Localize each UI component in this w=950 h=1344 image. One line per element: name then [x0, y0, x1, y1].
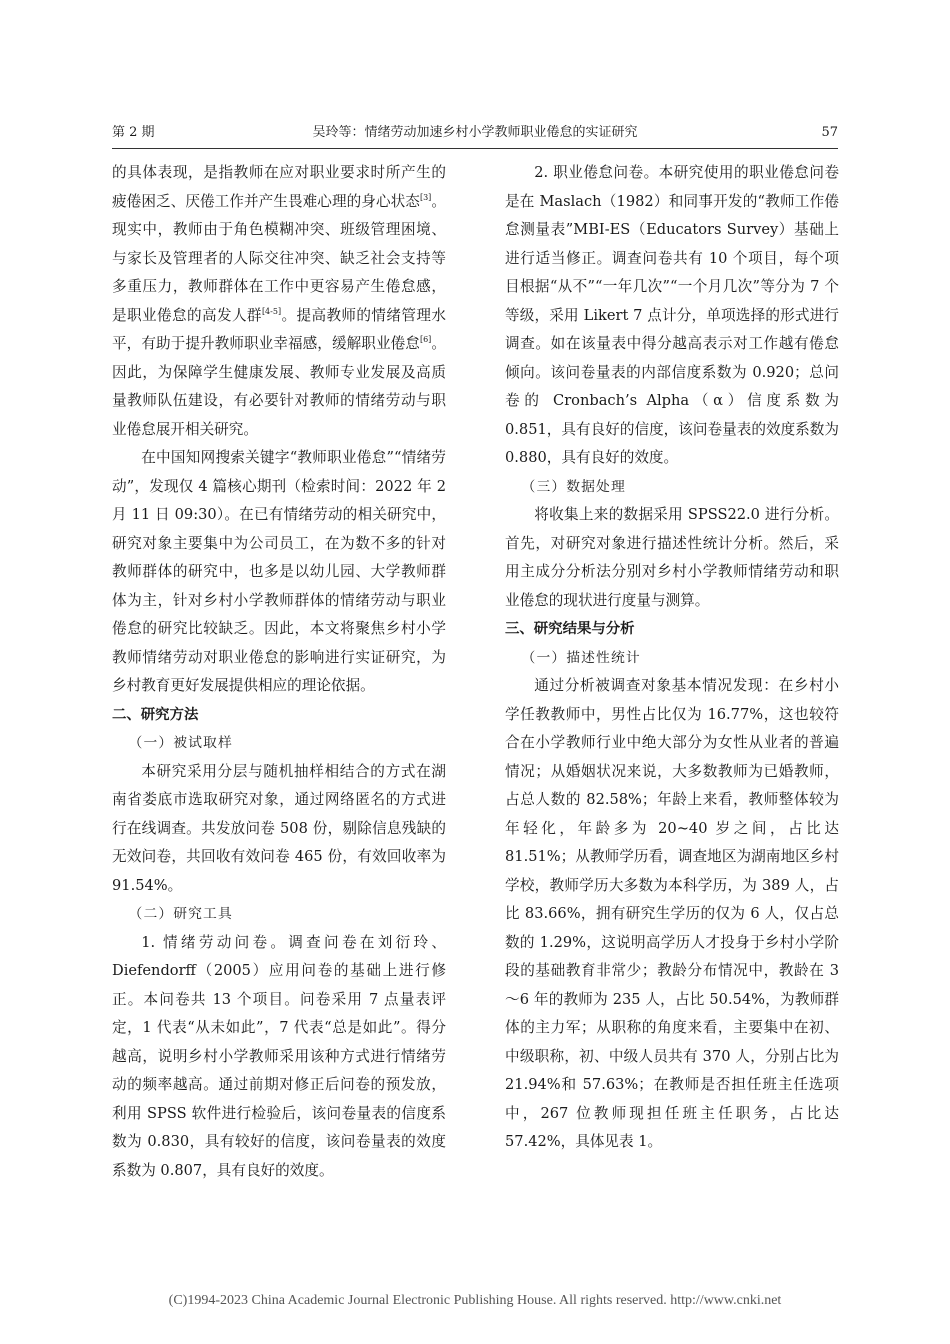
header-rule — [112, 148, 838, 149]
copyright-footer: (C)1994-2023 China Academic Journal Electronic Publishing House. All rights reserved. http://www.cnki.net — [168, 1293, 782, 1308]
paragraph: 在中国知网搜索关键字“教师职业倦怠”“情绪劳动”，发现仅 4 篇核心期刊（检索时间：2022 年 2 月 11 日 09:30）。在已有情绪劳动的相关研究中，研究对象主要集中为公司员工，在为数不多的针对教师群体的研究中，也多是以幼儿园、大学教师群体为主，针对乡村小学教师群体的情绪劳动与职业倦怠的研究比较缺乏。因此，本文将聚焦乡村小学教师情绪劳动对职业倦怠的影响进行实证研究，为乡村教育更好发展提供相应的理论依据。 — [112, 449, 446, 694]
paragraph: 通过分析被调查对象基本情况发现：在乡村小学任教教师中，男性占比仅为 16.77%，这也较符合在小学教师行业中绝大部分为女性从业者的普遍情况；从婚姻状况来说，大多数教师为已婚教师，占总人数的 82.58%；年龄上来看，教师整体较为年轻化，年龄多为 20~40 岁之间，占比达 81.51%；从教师学历看，调查地区为湖南地区乡村学校，教师学历大多数为本科学历，为 389 人，占比 83.66%，拥有研究生学历的仅为 6 人，仅占总数的 1.29%，这说明高学历人才投身于乡村小学阶段的基础教育非常少；教龄分布情况中，教龄在 3～6 年的教师为 235 人，占比 50.54%，为教师群体的主力军；从职称的角度来看，主要集中在初、中级职称，初、中级人员共有 370 人，分别占比为 21.94%和 57.63%；在教师是否担任班主任选项中，267 位教师现担任班主任职务，占比达 57.42%，具体见表 1。 — [505, 677, 839, 1150]
running-title: 吴玲等：情绪劳动加速乡村小学教师职业倦怠的实证研究 — [312, 125, 638, 140]
running-header — [112, 121, 838, 145]
subsection-heading: （一）描述性统计 — [521, 649, 641, 666]
paragraph: 1. 情绪劳动问卷。调查问卷在刘衍玲、Diefendorff（2005）应用问卷的基础上进行修正。本问卷共 13 个项目。问卷采用 7 点量表评定，1 代表“从未如此”，7 代表“总是如此”。得分越高，说明乡村小学教师采用该种方式进行情绪劳动的频率越高。通过前期对修正后问卷的预发放，利用 SPSS 软件进行检验后，该问卷量表的信度系数为 0.830，具有较好的信度，该问卷量表的效度系数为 0.807，具有良好的效度。 — [112, 933, 446, 1179]
subsection-heading: （三）数据处理 — [521, 478, 626, 495]
text-run: 。现实中，教师由于角色模糊冲突、班级管理困境、与家长及管理者的人际交往冲突、缺乏社会支持等多重压力，教师群体在工作中更容易产生倦怠感，是职业倦怠的高发人群 — [112, 192, 446, 324]
subsection-heading: （二）研究工具 — [128, 906, 233, 922]
right-column — [505, 159, 839, 1157]
paragraph: 本研究采用分层与随机抽样相结合的方式在湖南省娄底市选取研究对象，通过网络匿名的方式进行在线调查。共发放问卷 508 份，剔除信息残缺的无效问卷，共回收有效问卷 465 份，有效回收率为 91.54%。 — [112, 762, 446, 894]
citation[interactable]: [6] — [419, 335, 432, 344]
text-run: 的具体表现，是指教师在应对职业要求时所产生的疲倦困乏、厌倦工作并产生畏难心理的身心状态 — [112, 164, 446, 210]
issue-number: 第 2 期 — [112, 125, 155, 140]
section-heading: 三、研究结果与分析 — [505, 621, 635, 637]
paragraph: 2. 职业倦怠问卷。本研究使用的职业倦怠问卷是在 Maslach（1982）和同事开发的“教师工作倦怠测量表”MBI-ES（Educators Survey）基础上进行适当修正。调查问卷共有 10 个项目，每个项目根据“从不”“一年几次”“一个月几次”等分为 7 个等级，采用 Likert 7 点计分，单项选择的形式进行调查。如在该量表中得分越高表示对工作越有倦怠倾向。该问卷量表的内部信度系数为 0.920；总问卷的 Cronbach’s Alpha（α）信度系数为 0.851，具有良好的信度，该问卷量表的效度系数为 0.880，具有良好的效度。 — [505, 164, 839, 466]
left-column — [112, 159, 446, 1185]
section-heading: 二、研究方法 — [112, 706, 199, 723]
subsection-heading: （一）被试取样 — [128, 735, 233, 751]
paragraph: 将收集上来的数据采用 SPSS22.0 进行分析。首先，对研究对象进行描述性统计分析。然后，采用主成分分析法分别对乡村小学教师情绪劳动和职业倦怠的现状进行度量与测算。 — [505, 506, 839, 609]
page-number: 57 — [821, 125, 838, 140]
citation[interactable]: [3] — [419, 192, 432, 202]
citation[interactable]: [4-5] — [261, 306, 282, 316]
text-run: 。提高教师的情绪管理水平，有助于提升教师职业幸福感，缓解职业倦怠 — [112, 306, 446, 352]
paragraph — [112, 159, 446, 444]
text-run: 。因此，为保障学生健康发展、教师专业发展及高质量教师队伍建设，有必要针对教师的情绪劳动与职业倦怠展开相关研究。 — [112, 335, 446, 438]
